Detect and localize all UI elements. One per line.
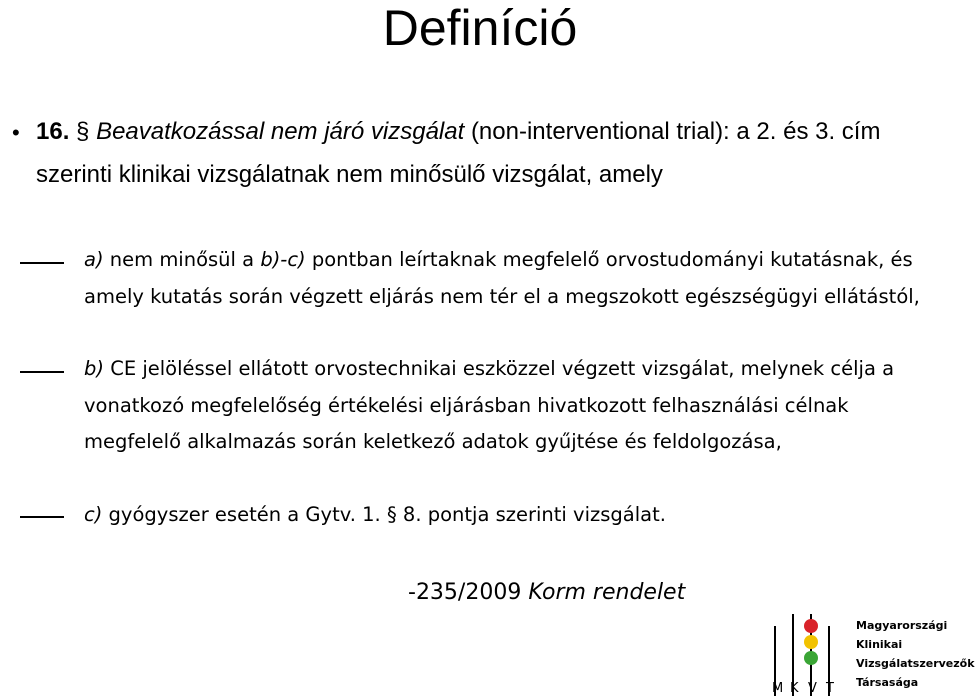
subitem-label: a) xyxy=(84,248,104,271)
logo-line: Magyarországi xyxy=(856,619,948,632)
subitem-text: CE jelöléssel ellátott orvostechnikai eszközzel végzett vizsgálat, melynek célja a vonatkozó megfelelőség értékelési eljárásban hivatkozott felhasználási célnak megfelelő alkalmazás során keletkező adatok gyűjtése és feldolgozása, xyxy=(84,357,895,453)
dash-icon xyxy=(20,262,64,264)
logo-letter: T xyxy=(826,681,834,696)
bullet-dot-icon: • xyxy=(12,120,20,145)
section-sign: § xyxy=(386,503,397,526)
reference-citation xyxy=(408,577,685,609)
red-dot-icon xyxy=(804,619,818,633)
subitem-label: c) xyxy=(84,503,103,526)
logo-letter: M xyxy=(772,681,784,696)
subitem-text: gyógyszer esetén a Gytv. 1. xyxy=(108,503,381,526)
reference-prefix: -235/2009 xyxy=(408,580,522,605)
yellow-dot-icon xyxy=(804,635,818,649)
logo-letter: V xyxy=(808,681,817,696)
mkvt-logo xyxy=(768,612,975,696)
logo-line: Vizsgálatszervezők xyxy=(856,657,975,670)
slide-title: Definíció xyxy=(382,0,578,56)
reference-italic: Korm rendelet xyxy=(528,580,686,605)
subitem-text-before: nem minősül a xyxy=(109,248,255,271)
logo-line: Klinikai xyxy=(856,638,903,651)
subitem-label: b) xyxy=(84,357,104,380)
subitem-b xyxy=(84,351,924,461)
subitem-label2: b)-c) xyxy=(260,248,306,271)
italic-term: Beavatkozással nem járó vizsgálat xyxy=(96,118,465,145)
subitem-text-after: 8. pontja szerinti vizsgálat. xyxy=(402,503,666,526)
logo-line: Társasága xyxy=(856,676,919,689)
bullet-paren-text: (non-interventional trial): a 2. és 3. cím szerinti klinikai vizsgálatnak nem minősülő vizsgálat, amely xyxy=(36,118,881,188)
dash-icon xyxy=(20,516,64,518)
main-bullet-text xyxy=(36,110,936,196)
dash-icon xyxy=(20,371,64,373)
subitem-c xyxy=(84,497,924,534)
logo-letter: K xyxy=(790,681,799,696)
logo-text xyxy=(856,616,975,692)
section-sign: § xyxy=(76,118,90,145)
bullet-number: 16. xyxy=(36,118,70,145)
mkvt-logo-graphic xyxy=(768,612,850,696)
subitem-a xyxy=(84,242,924,315)
subitem-text: pontban leírtaknak megfelelő orvostudományi kutatásnak, és amely kutatás során végzett eljárás nem tér el a megszokott egészségügyi ellátástól, xyxy=(84,248,920,308)
green-dot-icon xyxy=(804,651,818,665)
